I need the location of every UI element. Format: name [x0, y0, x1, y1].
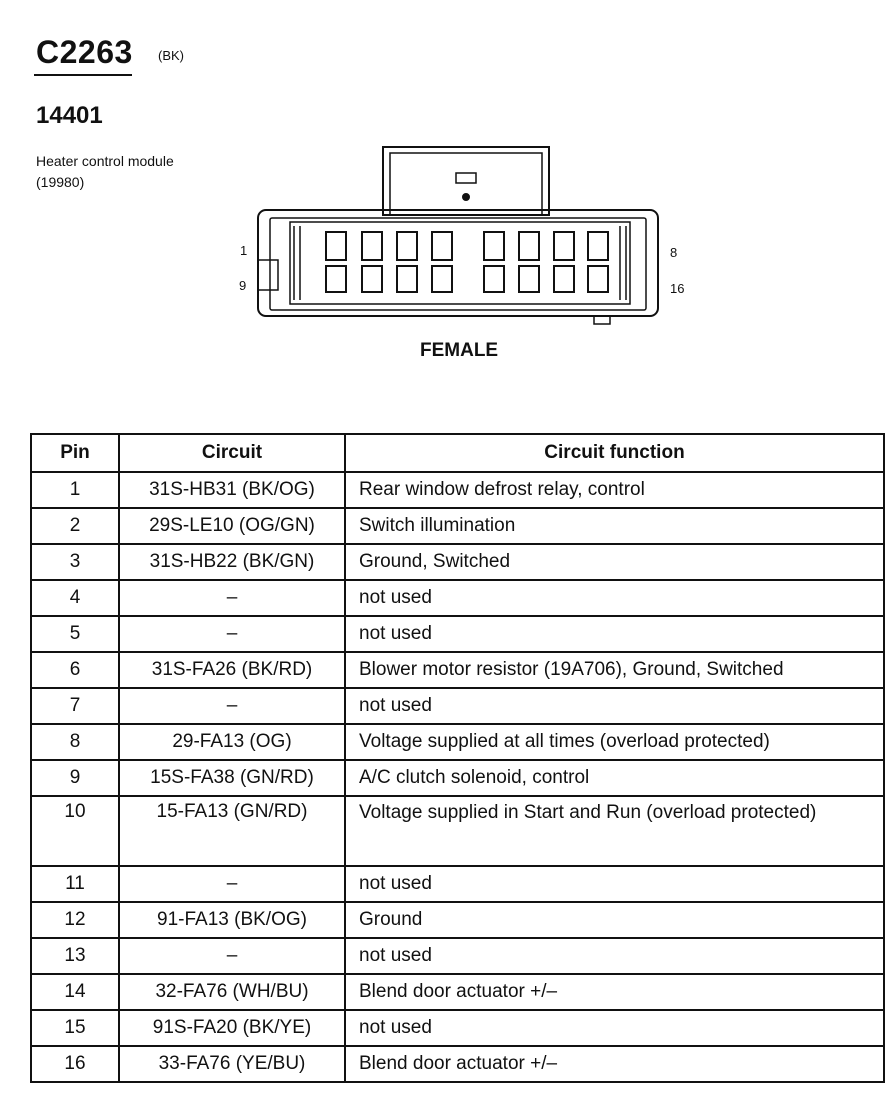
- cell-circuit: 31S-HB22 (BK/GN): [119, 544, 345, 580]
- cell-circuit: 15-FA13 (GN/RD): [119, 796, 345, 866]
- cell-circuit: 29S-LE10 (OG/GN): [119, 508, 345, 544]
- cell-function: A/C clutch solenoid, control: [345, 760, 884, 796]
- table-row: [31, 866, 884, 902]
- table-row: [31, 580, 884, 616]
- cell-function: Ground, Switched: [345, 544, 884, 580]
- table-row: [31, 652, 884, 688]
- table-row: [31, 616, 884, 652]
- cell-circuit: –: [119, 580, 345, 616]
- cell-pin: 8: [31, 724, 119, 760]
- cell-function: not used: [345, 1010, 884, 1046]
- cell-function: Voltage supplied in Start and Run (overload protected): [345, 796, 884, 866]
- cell-function: Voltage supplied at all times (overload protected): [345, 724, 884, 760]
- table-row: [31, 902, 884, 938]
- cell-function: not used: [345, 616, 884, 652]
- cell-pin: 12: [31, 902, 119, 938]
- cell-circuit: 31S-FA26 (BK/RD): [119, 652, 345, 688]
- table-row: [31, 760, 884, 796]
- pin-label-9: 9: [239, 278, 247, 293]
- cell-circuit: 29-FA13 (OG): [119, 724, 345, 760]
- connector-color: (BK): [158, 48, 184, 63]
- module-description: Heater control module (19980): [36, 153, 174, 190]
- cell-pin: 1: [31, 472, 119, 508]
- table-row: [31, 796, 884, 866]
- cell-pin: 7: [31, 688, 119, 724]
- cell-circuit: 91-FA13 (BK/OG): [119, 902, 345, 938]
- table-row: [31, 688, 884, 724]
- cell-pin: 16: [31, 1046, 119, 1082]
- table-row: [31, 938, 884, 974]
- cell-circuit: 31S-HB31 (BK/OG): [119, 472, 345, 508]
- cell-pin: 10: [31, 796, 119, 866]
- table-row: [31, 974, 884, 1010]
- header-pin: Pin: [31, 434, 119, 472]
- cell-pin: 3: [31, 544, 119, 580]
- table-header-row: [31, 434, 884, 472]
- cell-pin: 15: [31, 1010, 119, 1046]
- pin-label-8: 8: [670, 245, 678, 260]
- table-row: [31, 1046, 884, 1082]
- cell-function: not used: [345, 580, 884, 616]
- cell-function: Blower motor resistor (19A706), Ground, Switched: [345, 652, 884, 688]
- connector-face-drawing: [230, 140, 700, 340]
- pinout-table: [30, 433, 885, 1083]
- cell-function: Blend door actuator +/–: [345, 1046, 884, 1082]
- table-row: [31, 724, 884, 760]
- cell-function: Switch illumination: [345, 508, 884, 544]
- table-row: [31, 544, 884, 580]
- cell-function: Blend door actuator +/–: [345, 974, 884, 1010]
- table-row: [31, 1010, 884, 1046]
- cell-function: Rear window defrost relay, control: [345, 472, 884, 508]
- cell-pin: 6: [31, 652, 119, 688]
- cell-circuit: 32-FA76 (WH/BU): [119, 974, 345, 1010]
- cell-function: not used: [345, 688, 884, 724]
- cell-pin: 2: [31, 508, 119, 544]
- cell-circuit: 33-FA76 (YE/BU): [119, 1046, 345, 1082]
- cell-circuit: –: [119, 616, 345, 652]
- connector-diagram: [230, 140, 700, 340]
- cell-pin: 14: [31, 974, 119, 1010]
- part-number: 14401: [36, 102, 103, 129]
- cell-function: not used: [345, 866, 884, 902]
- connector-gender: FEMALE: [420, 340, 499, 361]
- cell-pin: 11: [31, 866, 119, 902]
- cell-pin: 9: [31, 760, 119, 796]
- cell-pin: 13: [31, 938, 119, 974]
- header-function: Circuit function: [345, 434, 884, 472]
- cell-circuit: 15S-FA38 (GN/RD): [119, 760, 345, 796]
- header-circuit: Circuit: [119, 434, 345, 472]
- cell-pin: 4: [31, 580, 119, 616]
- pin-label-1: 1: [240, 243, 248, 258]
- cell-function: not used: [345, 938, 884, 974]
- cell-pin: 5: [31, 616, 119, 652]
- table-row: [31, 472, 884, 508]
- cell-circuit: –: [119, 688, 345, 724]
- pin-label-16: 16: [670, 281, 685, 296]
- cell-circuit: 91S-FA20 (BK/YE): [119, 1010, 345, 1046]
- cell-circuit: –: [119, 938, 345, 974]
- connector-id: C2263: [36, 34, 133, 70]
- table-row: [31, 508, 884, 544]
- cell-function: Ground: [345, 902, 884, 938]
- connector-id-underline: [34, 74, 132, 76]
- cell-circuit: –: [119, 866, 345, 902]
